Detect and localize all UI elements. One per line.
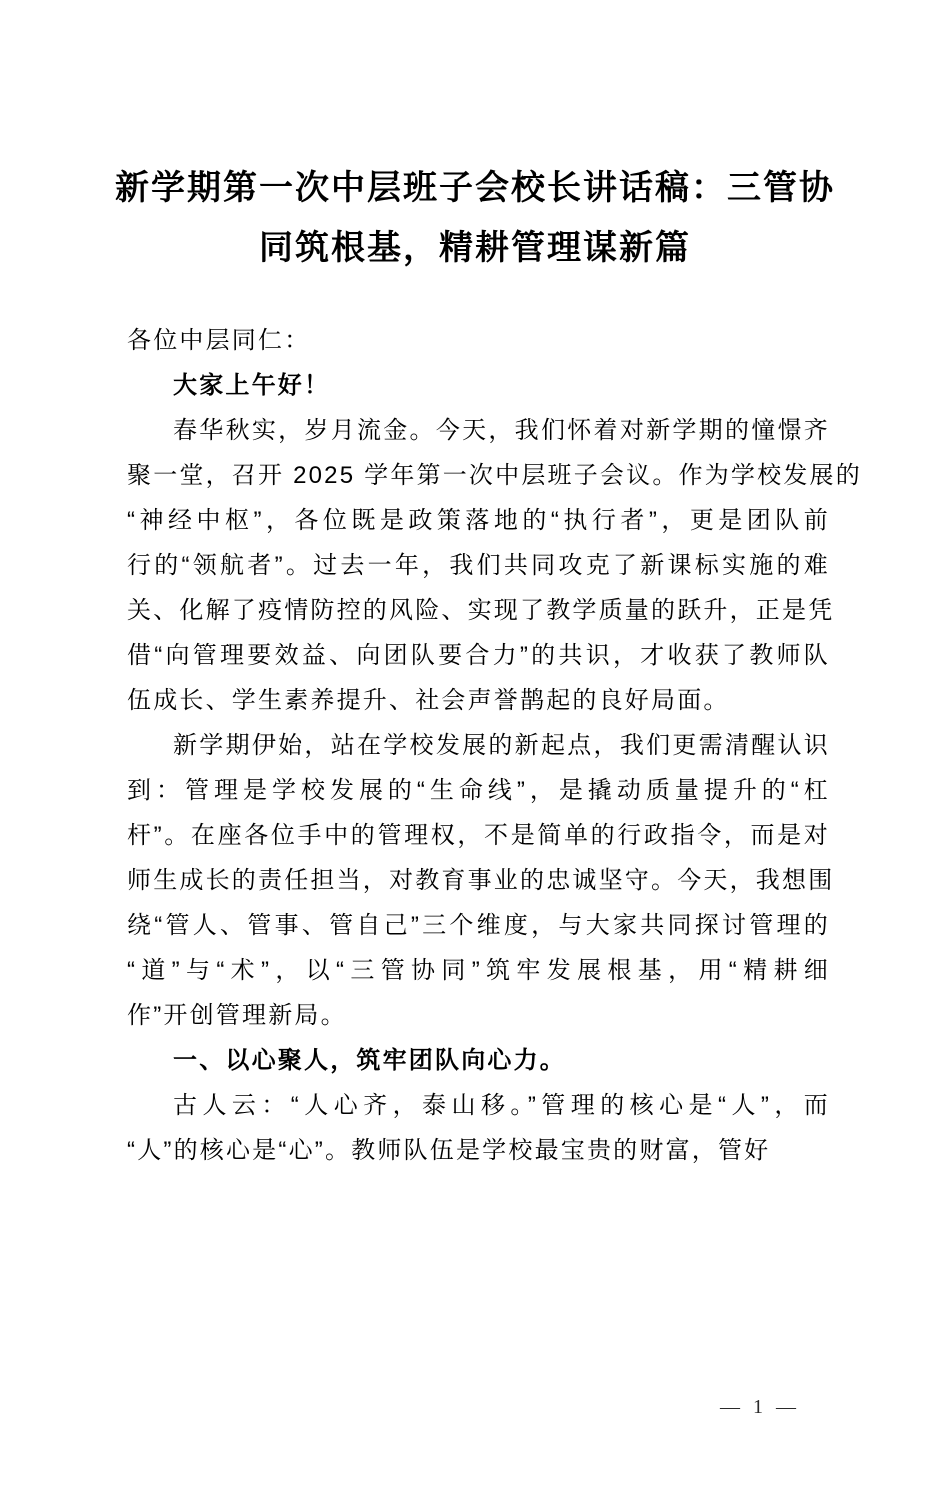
text-line: 聚一堂，召开 2025 学年第一次中层班子会议。作为学校发展的	[127, 462, 862, 489]
document-title	[108, 158, 842, 278]
text-line: “神经中枢”，各位既是政策落地的“执行者”，更是团队前	[127, 507, 830, 534]
text-line: 杆”。在座各位手中的管理权，不是简单的行政指令，而是对	[127, 822, 830, 849]
text-line: 绕“管人、管事、管自己”三个维度，与大家共同探讨管理的	[127, 912, 830, 939]
text-line: 春华秋实，岁月流金。今天，我们怀着对新学期的憧憬齐	[173, 417, 830, 444]
text-line: 到：管理是学校发展的“生命线”，是撬动质量提升的“杠	[127, 777, 830, 804]
text-line: 关、化解了疫情防控的风险、实现了教学质量的跃升，正是凭	[127, 597, 835, 624]
text-line: 行的“领航者”。过去一年，我们共同攻克了新课标实施的难	[127, 552, 830, 579]
document-title-line-1: 新学期第一次中层班子会校长讲话稿：三管协	[115, 169, 835, 207]
text-line: 作”开创管理新局。	[127, 1002, 347, 1029]
document-page	[0, 158, 950, 1502]
text-line: 借“向管理要效益、向团队要合力”的共识，才收获了教师队	[127, 642, 830, 669]
text-line: 各位中层同仁：	[127, 327, 311, 354]
text-line: 伍成长、学生素养提升、社会声誉鹊起的良好局面。	[127, 687, 730, 714]
text-line: 师生成长的责任担当，对教育事业的忠诚坚守。今天，我想围	[127, 867, 835, 894]
text-line: 新学期伊始，站在学校发展的新起点，我们更需清醒认识	[173, 732, 830, 759]
heading-line: 大家上午好！	[173, 372, 331, 399]
document-body	[127, 318, 862, 1173]
heading-line: 一、以心聚人，筑牢团队向心力。	[173, 1047, 566, 1074]
text-line: “人”的核心是“心”。教师队伍是学校最宝贵的财富，管好	[127, 1137, 771, 1164]
document-title-line-2: 同筑根基，精耕管理谋新篇	[259, 229, 691, 267]
text-line: 古人云：“人心齐，泰山移。”管理的核心是“人”，而	[173, 1092, 830, 1119]
text-line: “道”与“术”，以“三管协同”筑牢发展根基，用“精耕细	[127, 957, 830, 984]
page-number: — 1 —	[720, 1396, 800, 1418]
